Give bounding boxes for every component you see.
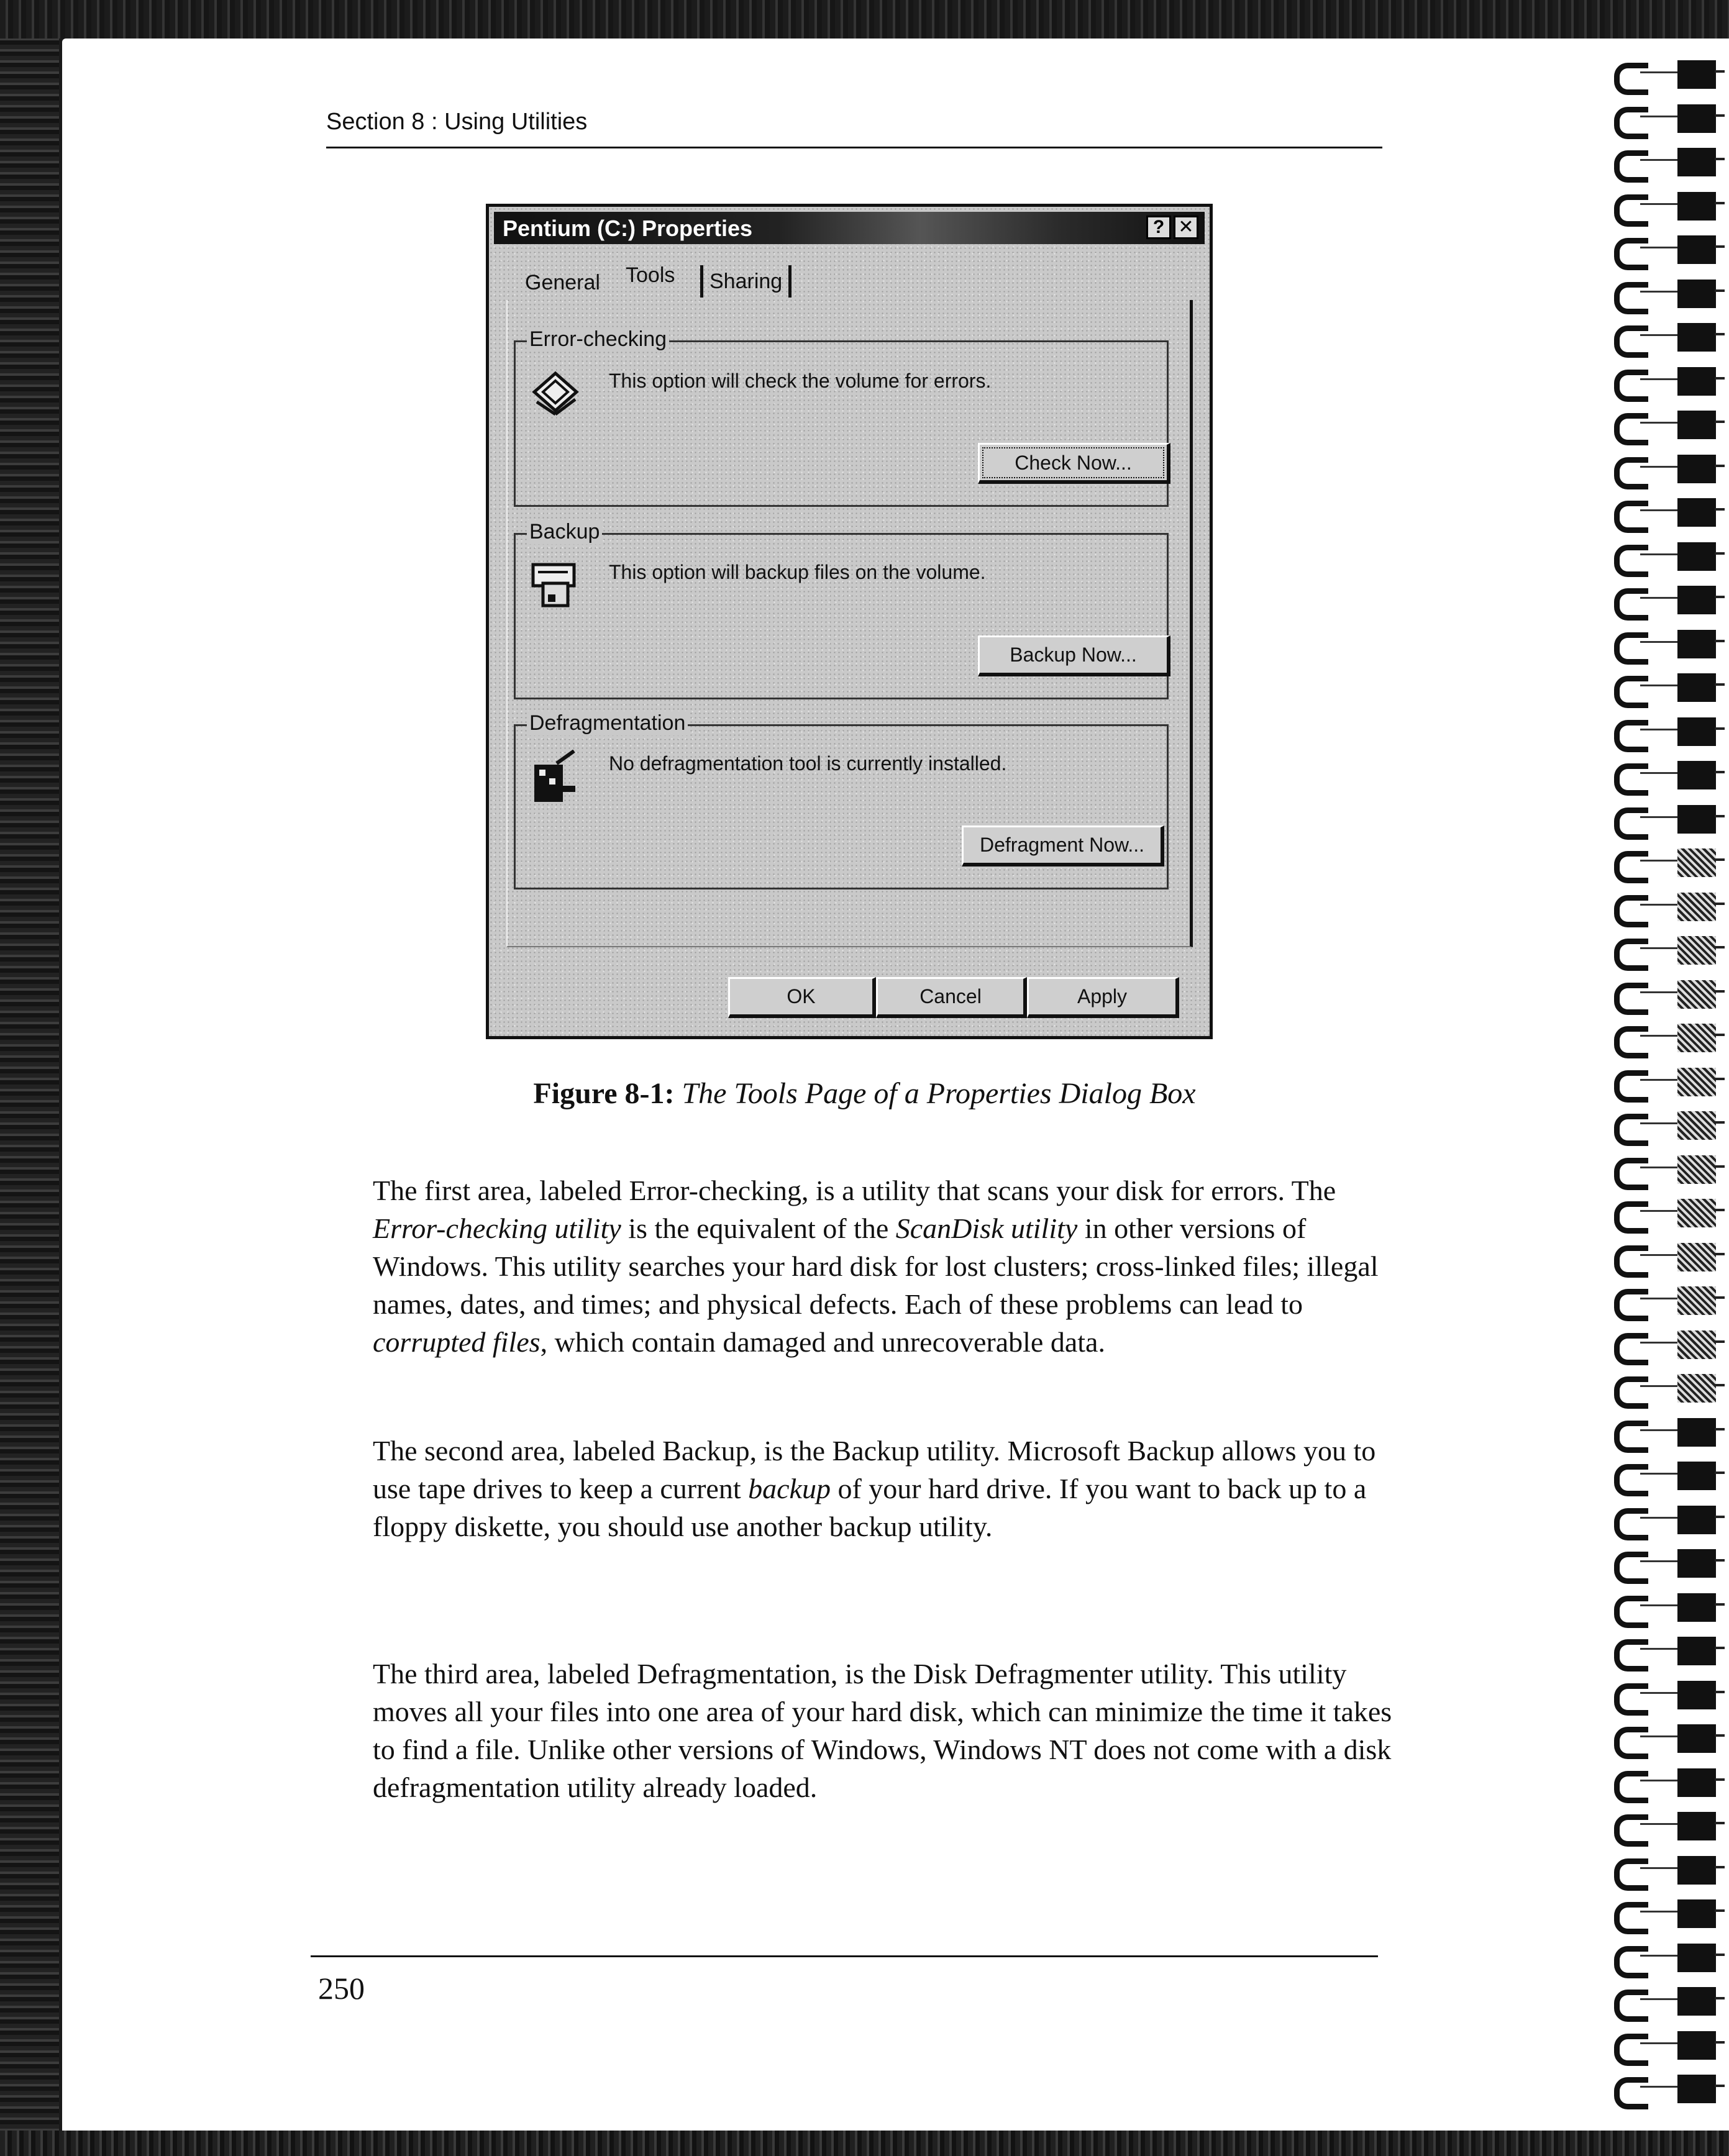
p2-term-backup: backup — [748, 1473, 831, 1504]
binding-coil — [1603, 1680, 1727, 1711]
binding-coil — [1603, 891, 1727, 922]
paragraph-defragmentation: The third area, labeled Defragmentation, is the Disk Defragmenter utility. This utility moves all your files into one area of your hard disk, which can minimize the time it takes to find a file. Unlike other versions of Windows, Windows NT does not come with a disk defragmentation utility already loaded. — [373, 1658, 1392, 1803]
binding-coil — [1603, 1154, 1727, 1185]
error-checking-group — [514, 327, 1169, 507]
p1-text-e: in other versions of Windows. This utility searches your hard disk for lost clusters; cross-linked files; illegal names, dates, and times; and physical defects. Each of these problems can lead to — [373, 1212, 1379, 1320]
tab-general[interactable]: General — [525, 271, 600, 294]
disk-check-icon — [531, 367, 580, 417]
apply-button[interactable]: Apply — [1027, 977, 1179, 1018]
binding-coil — [1603, 191, 1727, 222]
error-checking-text: This option will check the volume for errors. — [609, 370, 992, 392]
defragmentation-text: No defragmentation tool is currently installed. — [609, 752, 1007, 775]
binding-coil — [1603, 2073, 1727, 2104]
binding-coil — [1603, 1723, 1727, 1754]
binding-coil — [1603, 1986, 1727, 2017]
backup-icon — [531, 560, 580, 609]
close-button[interactable]: ✕ — [1174, 216, 1198, 239]
binding-coil — [1603, 1942, 1727, 1973]
dialog-titlebar[interactable] — [494, 212, 1205, 244]
defragment-icon — [531, 750, 580, 799]
binding-coil — [1603, 1329, 1727, 1360]
p1-term-corrupted-files: corrupted files — [373, 1326, 541, 1358]
binding-coil — [1603, 1811, 1727, 1842]
tab-tools[interactable]: Tools — [626, 263, 675, 287]
backup-text: This option will backup files on the volume. — [609, 561, 986, 583]
binding-coil — [1603, 1285, 1727, 1316]
binding-coil — [1603, 1373, 1727, 1404]
backup-now-button[interactable]: Backup Now... — [978, 635, 1170, 676]
binding-coil — [1603, 541, 1727, 572]
header-rule — [326, 147, 1382, 148]
binding-coil — [1603, 1198, 1727, 1229]
binding-coil — [1603, 1767, 1727, 1798]
binding-coil — [1603, 1855, 1727, 1886]
binding-coil — [1603, 1898, 1727, 1929]
p1-text-c: is the equivalent of the — [621, 1212, 896, 1244]
p1-term-error-checking: Error-checking utility — [373, 1212, 621, 1244]
p2-text-a: The second area, labeled Backup, is the Backup utility. Microsoft Backup allows you to use tape drives to keep a current — [373, 1435, 1376, 1504]
figure-caption — [0, 1076, 1729, 1111]
binding-coil — [1603, 847, 1727, 878]
check-now-label: Check Now... — [982, 447, 1164, 478]
binding-coil — [1603, 322, 1727, 353]
p1-text-a: The first area, labeled Error-checking, is a utility that scans your disk for errors. The — [373, 1175, 1336, 1206]
binding-coil — [1603, 59, 1727, 90]
page-number: 250 — [318, 1971, 365, 2006]
binding-coil — [1603, 1548, 1727, 1579]
binding-coil — [1603, 672, 1727, 703]
binding-coil — [1603, 1417, 1727, 1448]
binding-coil — [1603, 716, 1727, 747]
defragment-now-button[interactable]: Defragment Now... — [962, 826, 1164, 866]
backup-label: Backup — [527, 520, 602, 544]
binding-coil — [1603, 234, 1727, 265]
binding-coil — [1603, 1110, 1727, 1141]
binding-coil — [1603, 1635, 1727, 1667]
binding-coil — [1603, 1242, 1727, 1273]
error-checking-label: Error-checking — [527, 327, 669, 352]
binding-coil — [1603, 278, 1727, 309]
paragraph-error-checking — [373, 1171, 1398, 1361]
properties-dialog — [486, 204, 1213, 1039]
binding-coil — [1603, 2030, 1727, 2061]
cancel-button[interactable]: Cancel — [876, 977, 1027, 1018]
binding-coil — [1603, 1592, 1727, 1623]
scan-top-edge — [0, 0, 1729, 39]
ok-button[interactable]: OK — [728, 977, 876, 1018]
p2-text-c: of your hard drive. If you want to back up to a floppy diskette, you should use another backup utility. — [373, 1473, 1367, 1542]
binding-coil — [1603, 497, 1727, 528]
binding-coil — [1603, 366, 1727, 397]
scan-bottom-edge — [0, 2131, 1729, 2156]
p1-text-g: , which contain damaged and unrecoverable data. — [540, 1326, 1105, 1358]
defragmentation-label: Defragmentation — [527, 711, 688, 735]
binding-coil — [1603, 584, 1727, 616]
binding-coil — [1603, 629, 1727, 660]
binding-coil — [1603, 1504, 1727, 1535]
figure-label: Figure 8-1: — [533, 1077, 675, 1110]
binding-coil — [1603, 1460, 1727, 1491]
binding-coil — [1603, 453, 1727, 484]
binding-coil — [1603, 409, 1727, 440]
binding-coil — [1603, 1022, 1727, 1053]
check-now-button[interactable] — [978, 443, 1170, 484]
help-button[interactable]: ? — [1146, 216, 1171, 239]
tab-sharing[interactable]: Sharing — [700, 265, 792, 298]
footer-rule — [311, 1955, 1378, 1957]
figure-title: The Tools Page of a Properties Dialog Box — [682, 1077, 1196, 1110]
binding-coil — [1603, 147, 1727, 178]
paragraph-backup — [373, 1432, 1398, 1545]
section-header: Section 8 : Using Utilities — [326, 109, 588, 135]
binding-coil — [1603, 935, 1727, 966]
binding-coil — [1603, 804, 1727, 835]
binding-coil — [1603, 103, 1727, 134]
binding-coil — [1603, 979, 1727, 1010]
binding-coil — [1603, 760, 1727, 791]
p1-term-scandisk: ScanDisk utility — [895, 1212, 1078, 1244]
dialog-title: Pentium (C:) Properties — [503, 216, 753, 241]
defragmentation-group — [514, 711, 1169, 889]
backup-group — [514, 520, 1169, 699]
